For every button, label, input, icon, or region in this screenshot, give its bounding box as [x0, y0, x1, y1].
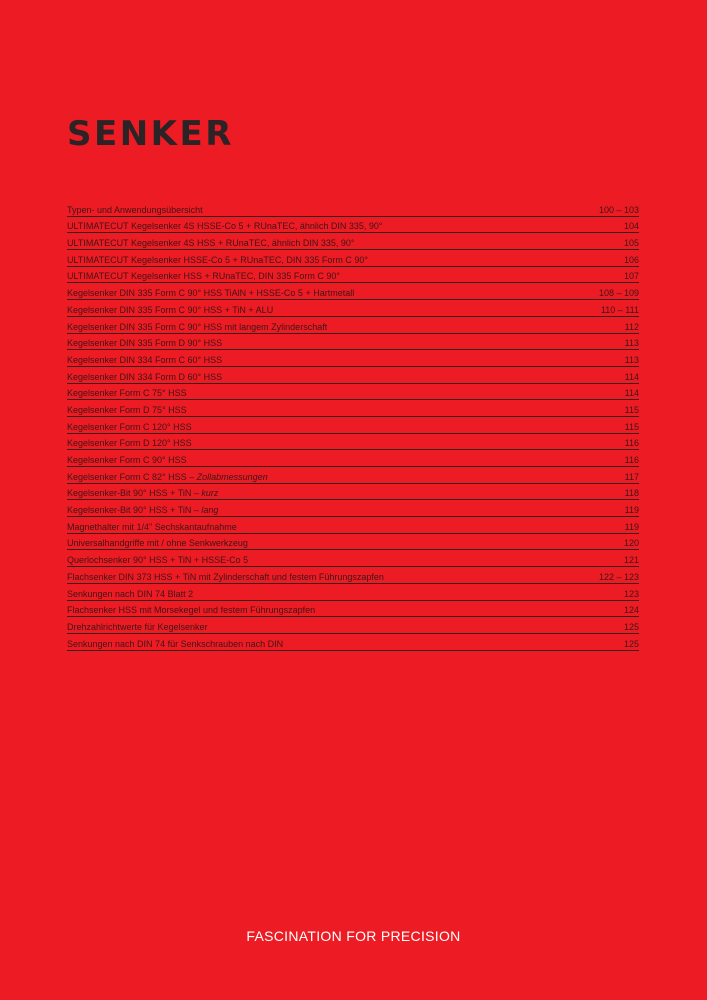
toc-entry-page: 116 [624, 455, 639, 465]
toc-entry-title: Senkungen nach DIN 74 für Senkschrauben nach DIN [67, 638, 284, 649]
toc-entry-title: Kegelsenker Form D 75° HSS [67, 404, 187, 415]
toc-entry-title: Kegelsenker Form D 120° HSS [67, 438, 192, 449]
toc-entry-label [67, 605, 315, 615]
toc-row[interactable] [67, 567, 639, 584]
toc-entry-page: 110 – 111 [600, 304, 639, 315]
toc-entry-label [67, 338, 222, 348]
toc-entry-page: 113 [624, 338, 639, 349]
toc-entry-label [67, 572, 384, 582]
toc-entry-page: 124 [623, 605, 639, 616]
toc-row[interactable] [67, 634, 639, 651]
toc-entry-page: 104 [623, 221, 639, 232]
toc-entry-label [67, 589, 193, 599]
toc-entry-page: 123 [623, 588, 639, 599]
toc-entry-label [67, 372, 222, 382]
toc-entry-label [67, 255, 368, 265]
toc-row[interactable] [67, 550, 639, 567]
toc-entry-page: 114 [624, 371, 639, 382]
toc-entry-page: 116 [624, 438, 639, 449]
toc-entry-label [67, 472, 268, 482]
toc-entry-title: Kegelsenker Form C 82° HSS – [67, 471, 197, 482]
toc-row[interactable] [67, 267, 639, 284]
toc-entry-title: Kegelsenker DIN 335 Form C 90° HSS TiAlN + HSSE-Co 5 + Hartmetall [67, 288, 355, 299]
toc-entry-suffix: Zollabmessungen [196, 471, 268, 482]
toc-entry-label [67, 505, 218, 515]
toc-entry-label [67, 205, 203, 215]
toc-entry-title: Kegelsenker-Bit 90° HSS + TiN – [67, 488, 202, 499]
toc-entry-page: 121 [623, 555, 639, 566]
toc-row[interactable] [67, 217, 639, 234]
toc-row[interactable] [67, 384, 639, 401]
toc-entry-title: Magnethalter mit 1/4" Sechskantaufnahme [67, 521, 237, 532]
toc-entry-label [67, 355, 222, 365]
toc-entry-page: 115 [624, 404, 639, 415]
toc-entry-page: 125 [623, 621, 639, 632]
toc-row[interactable] [67, 601, 639, 618]
toc-entry-page: 115 [624, 421, 639, 432]
toc-row[interactable] [67, 334, 639, 351]
toc-entry-page: 119 [624, 521, 639, 532]
toc-entry-page: 106 [623, 254, 639, 265]
toc-entry-suffix: lang [201, 505, 219, 516]
toc-entry-label [67, 271, 340, 281]
toc-row[interactable] [67, 517, 639, 534]
toc-entry-page: 113 [624, 354, 639, 365]
toc-entry-page: 108 – 109 [598, 288, 639, 299]
toc-row[interactable] [67, 250, 639, 267]
toc-entry-label [67, 405, 187, 415]
table-of-contents [67, 200, 639, 651]
toc-row[interactable] [67, 233, 639, 250]
toc-entry-title: Kegelsenker DIN 335 Form C 90° HSS + TiN + ALU [67, 304, 274, 315]
toc-entry-title: Drehzahlrichtwerte für Kegelsenker [67, 621, 208, 632]
toc-entry-label [67, 221, 382, 231]
toc-entry-page: 117 [624, 471, 639, 482]
toc-row[interactable] [67, 584, 639, 601]
toc-entry-title: Kegelsenker DIN 335 Form C 90° HSS mit langem Zylinderschaft [67, 321, 328, 332]
toc-entry-label [67, 438, 192, 448]
footer-tagline: FASCINATION FOR PRECISION [246, 928, 461, 944]
toc-row[interactable] [67, 367, 639, 384]
toc-entry-title: Flachsenker DIN 373 HSS + TiN mit Zylinderschaft und festem Führungszapfen [67, 571, 384, 582]
toc-entry-page: 119 [624, 505, 639, 516]
toc-row[interactable] [67, 500, 639, 517]
toc-entry-title: Kegelsenker DIN 334 Form D 60° HSS [67, 371, 223, 382]
toc-row[interactable] [67, 200, 639, 217]
toc-row[interactable] [67, 283, 639, 300]
toc-entry-title: ULTIMATECUT Kegelsenker 4S HSS + RUnaTEC, ähnlich DIN 335, 90° [67, 238, 355, 249]
toc-entry-page: 118 [624, 488, 639, 499]
toc-entry-title: Senkungen nach DIN 74 Blatt 2 [67, 588, 194, 599]
toc-entry-label [67, 555, 248, 565]
toc-entry-page: 112 [624, 321, 639, 332]
toc-entry-page: 105 [623, 238, 639, 249]
toc-entry-label [67, 422, 192, 432]
toc-row[interactable] [67, 450, 639, 467]
toc-row[interactable] [67, 300, 639, 317]
toc-entry-suffix: kurz [201, 488, 219, 499]
toc-entry-label [67, 238, 354, 248]
toc-entry-page: 120 [623, 538, 639, 549]
toc-entry-label [67, 538, 248, 548]
toc-entry-label [67, 388, 187, 398]
toc-entry-title: Kegelsenker Form C 120° HSS [67, 421, 192, 432]
toc-row[interactable] [67, 534, 639, 551]
toc-entry-title: Kegelsenker Form C 75° HSS [67, 388, 187, 399]
toc-entry-label [67, 622, 208, 632]
toc-entry-page: 122 – 123 [598, 571, 639, 582]
toc-entry-title: Typen- und Anwendungsübersicht [67, 204, 203, 215]
toc-entry-title: Universalhandgriffe mit / ohne Senkwerkzeug [67, 538, 248, 549]
toc-entry-label [67, 455, 187, 465]
toc-entry-label [67, 322, 327, 332]
toc-row[interactable] [67, 417, 639, 434]
toc-entry-label [67, 522, 237, 532]
toc-entry-title: Kegelsenker DIN 334 Form C 60° HSS [67, 354, 223, 365]
toc-entry-page: 100 – 103 [598, 204, 639, 215]
toc-entry-page: 125 [623, 638, 639, 649]
toc-entry-label [67, 639, 283, 649]
toc-entry-label [67, 488, 218, 498]
toc-row[interactable] [67, 400, 639, 417]
toc-entry-title: ULTIMATECUT Kegelsenker HSSE-Co 5 + RUnaTEC, DIN 335 Form C 90° [67, 254, 368, 265]
toc-entry-label [67, 305, 273, 315]
toc-entry-title: ULTIMATECUT Kegelsenker 4S HSSE-Co 5 + RUnaTEC, ähnlich DIN 335, 90° [67, 221, 383, 232]
toc-entry-title: Querlochsenker 90° HSS + TiN + HSSE-Co 5 [67, 555, 249, 566]
toc-entry-title: Kegelsenker-Bit 90° HSS + TiN – [67, 505, 202, 516]
toc-row[interactable] [67, 484, 639, 501]
toc-entry-page: 114 [624, 388, 639, 399]
toc-entry-title: ULTIMATECUT Kegelsenker HSS + RUnaTEC, DIN 335 Form C 90° [67, 271, 340, 282]
page-title: SENKER [67, 114, 234, 154]
toc-entry-title: Kegelsenker Form C 90° HSS [67, 455, 187, 465]
toc-row[interactable] [67, 350, 639, 367]
toc-row[interactable] [67, 434, 639, 451]
toc-entry-title: Flachsenker HSS mit Morsekegel und festem Führungszapfen [67, 605, 316, 616]
toc-entry-page: 107 [623, 271, 639, 282]
toc-row[interactable] [67, 467, 639, 484]
toc-row[interactable] [67, 317, 639, 334]
toc-entry-title: Kegelsenker DIN 335 Form D 90° HSS [67, 338, 223, 349]
toc-row[interactable] [67, 617, 639, 634]
toc-entry-label [67, 288, 354, 298]
